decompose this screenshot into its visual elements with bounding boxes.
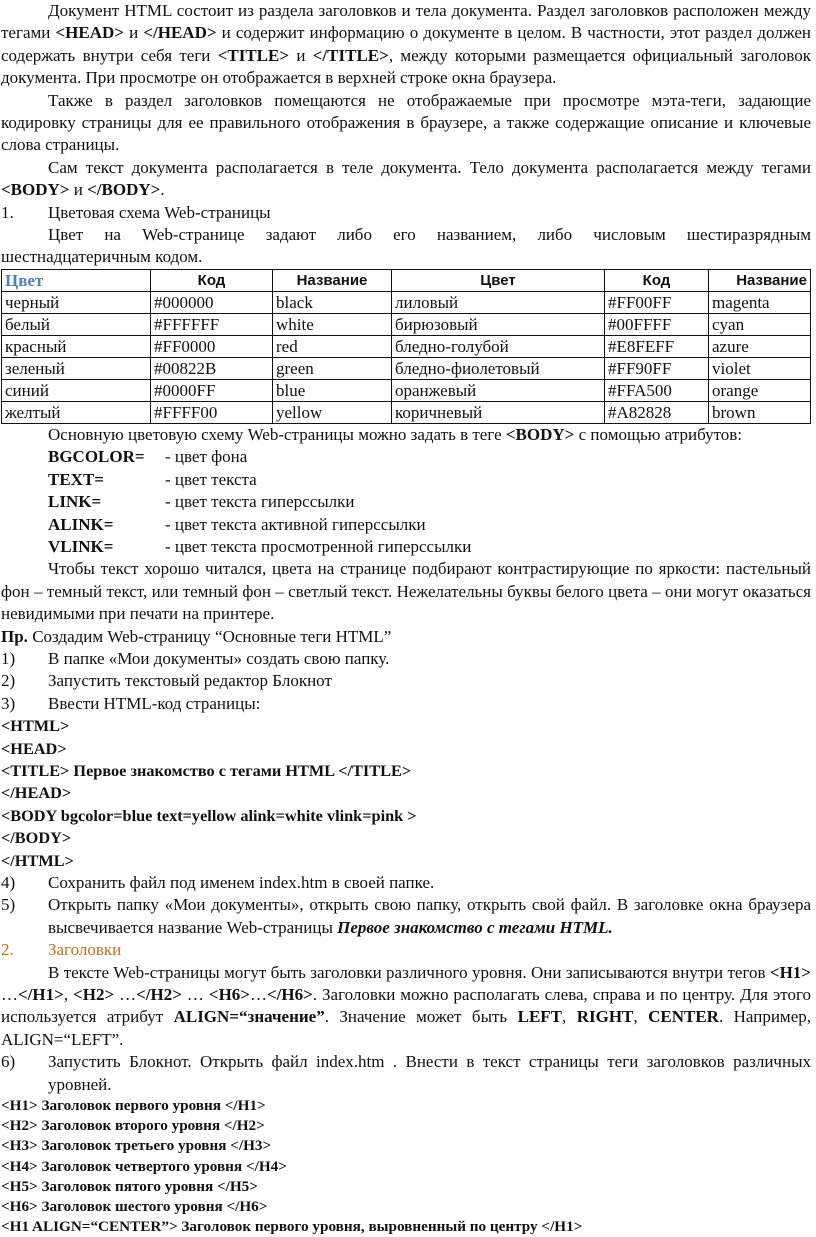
cell: cyan bbox=[709, 313, 811, 335]
cell: #00822B bbox=[151, 357, 273, 379]
value: LEFT bbox=[517, 1007, 563, 1027]
example-label: Пр. bbox=[1, 626, 28, 646]
headings-code-block bbox=[1, 1096, 811, 1237]
code-line: <H5> Заголовок пятого уровня </H5> bbox=[1, 1177, 258, 1195]
tag-head-close: </HEAD> bbox=[143, 23, 217, 43]
attribute-item bbox=[1, 469, 811, 491]
attribute-name: VLINK= bbox=[48, 536, 114, 556]
cell: blue bbox=[273, 379, 392, 401]
section-title: Цветовая схема Web-страницы bbox=[48, 202, 271, 222]
tag: <H2> bbox=[73, 985, 115, 1005]
text: Открыть папку «Мои документы», открыть свою папку, открыть свой файл. В заголовке окна браузера высвечивается название Web-страницы bbox=[48, 895, 811, 937]
header-cell: Код bbox=[605, 269, 709, 291]
cell: yellow bbox=[273, 401, 392, 423]
cell: бледно-голубой bbox=[392, 335, 605, 357]
cell: #0000FF bbox=[151, 379, 273, 401]
code-line: <HTML> bbox=[1, 716, 70, 736]
code-line: <H1 ALIGN=“CENTER”> Заголовок первого уровня, выровненный по центру </H1> bbox=[1, 1218, 583, 1236]
text: , bbox=[63, 985, 74, 1005]
header-cell: Цвет bbox=[2, 269, 151, 291]
step-item bbox=[1, 1051, 811, 1096]
section-number: 2. bbox=[1, 940, 14, 960]
tag-body-close: </BODY> bbox=[87, 180, 161, 200]
step-item bbox=[1, 670, 811, 692]
tag: </H1> bbox=[18, 985, 64, 1005]
section-1-heading bbox=[1, 202, 811, 224]
step-text: Запустить текстовый редактор Блокнот bbox=[48, 671, 332, 691]
value: CENTER bbox=[648, 1007, 719, 1027]
cell: green bbox=[273, 357, 392, 379]
text: Документ HTML состоит из раздела заголовков и тела документа. Раздел заголовков расположен между тегами bbox=[1, 1, 811, 43]
cell: white bbox=[273, 313, 392, 335]
step-number: 1) bbox=[1, 648, 16, 668]
cell: #A82828 bbox=[605, 401, 709, 423]
attribute-item bbox=[1, 491, 811, 513]
attribute-desc: - цвет текста активной гиперссылки bbox=[165, 514, 426, 534]
table-row bbox=[2, 401, 811, 423]
text: . Заголовки можно располагать слева, справа и по центру. Для этого используется атрибут bbox=[1, 985, 811, 1027]
cell: #FF00FF bbox=[605, 291, 709, 313]
table-row bbox=[2, 313, 811, 335]
step-number: 4) bbox=[1, 873, 16, 892]
attribute-desc: - цвет текста просмотренной гиперссылки bbox=[165, 536, 472, 556]
tag-head-open: <HEAD> bbox=[55, 23, 124, 43]
cell: #000000 bbox=[151, 291, 273, 313]
cell: black bbox=[273, 291, 392, 313]
step-item bbox=[1, 872, 811, 894]
tag-body: <BODY> bbox=[505, 424, 575, 444]
cell: #FF0000 bbox=[151, 335, 273, 357]
step-text: Ввести HTML-код страницы: bbox=[48, 693, 261, 713]
text: … bbox=[181, 985, 209, 1005]
section-title: Заголовки bbox=[48, 940, 122, 960]
cell: лиловый bbox=[392, 291, 605, 313]
text: . Значение может быть bbox=[324, 1007, 518, 1027]
cell: #FFA500 bbox=[605, 379, 709, 401]
code-line: <H2> Заголовок второго уровня </H2> bbox=[1, 1117, 265, 1135]
value: RIGHT bbox=[576, 1007, 634, 1027]
tag-body-open: <BODY> bbox=[1, 180, 70, 200]
step-item bbox=[1, 648, 811, 670]
text: и bbox=[123, 23, 144, 43]
step-number: 5) bbox=[1, 895, 16, 915]
cell: #FFFFFF bbox=[151, 313, 273, 335]
cell: синий bbox=[2, 379, 151, 401]
attribute-item bbox=[1, 536, 811, 558]
section-2-paragraph bbox=[1, 962, 811, 1052]
attribute-item bbox=[1, 514, 811, 536]
tag-title-open: <TITLE> bbox=[217, 45, 290, 65]
code-line: <TITLE> Первое знакомство с тегами HTML </TITLE> bbox=[1, 760, 412, 780]
cell: violet bbox=[709, 357, 811, 379]
page-title-emphasis: Первое знакомство с тегами HTML. bbox=[337, 917, 613, 937]
header-cell: Код bbox=[151, 269, 273, 291]
text: и содержит информацию о документе в целом. В частности, этот раздел должен содержать внутри себя теги bbox=[1, 23, 811, 65]
cell: черный bbox=[2, 291, 151, 313]
attribute-name: BGCOLOR= bbox=[48, 447, 145, 467]
section-number: 1. bbox=[1, 202, 14, 222]
attribute-name: ALINK= bbox=[48, 514, 114, 534]
text: , между которыми размещается официальный заголовок документа. При просмотре он отображается в верхней строке окна браузера. bbox=[1, 45, 811, 88]
cell: бирюзовый bbox=[392, 313, 605, 335]
text: , bbox=[562, 1007, 577, 1027]
code-line: </BODY> bbox=[1, 828, 72, 848]
tag: <H1> bbox=[769, 962, 811, 982]
tag: </H2> bbox=[136, 985, 182, 1005]
cell: #00FFFF bbox=[605, 313, 709, 335]
code-line: <H4> Заголовок четвертого уровня </H4> bbox=[1, 1157, 287, 1175]
code-line: <H3> Заголовок третьего уровня </H3> bbox=[1, 1137, 272, 1155]
cell: #E8FEFF bbox=[605, 335, 709, 357]
cell: #FF90FF bbox=[605, 357, 709, 379]
code-line: </HEAD> bbox=[1, 783, 72, 803]
table-row bbox=[2, 379, 811, 401]
text: В тексте Web-страницы могут быть заголовки различного уровня. Они записываются внутри тегов bbox=[48, 962, 770, 982]
step-number: 2) bbox=[1, 671, 16, 691]
text: . Например, ALIGN=“LEFT”. bbox=[1, 1007, 811, 1049]
step-item bbox=[1, 693, 811, 715]
cell: orange bbox=[709, 379, 811, 401]
cell: magenta bbox=[709, 291, 811, 313]
text: … bbox=[1, 985, 18, 1005]
cell: красный bbox=[2, 335, 151, 357]
header-cell: Цвет bbox=[392, 269, 605, 291]
header-cell: Название bbox=[709, 269, 811, 291]
cell: бледно-фиолетовый bbox=[392, 357, 605, 379]
text: … bbox=[250, 985, 267, 1005]
attribute: ALIGN=“значение” bbox=[173, 1007, 325, 1027]
intro-paragraph-1 bbox=[1, 0, 811, 90]
tag-title-close: </TITLE> bbox=[312, 45, 389, 65]
header-cell: Название bbox=[273, 269, 392, 291]
step-number: 6) bbox=[1, 1052, 16, 1072]
cell: azure bbox=[709, 335, 811, 357]
tag: </H6> bbox=[267, 985, 313, 1005]
html-code-block bbox=[1, 715, 811, 872]
example-title bbox=[1, 626, 811, 648]
text: с помощью атрибутов: bbox=[574, 424, 743, 444]
table-header-row bbox=[2, 269, 811, 291]
step-text: Запустить Блокнот. Открыть файл index.htm . Внести в текст страницы теги заголовков различных уровней. bbox=[48, 1052, 811, 1094]
table-row bbox=[2, 335, 811, 357]
step-item bbox=[1, 894, 811, 939]
text: . bbox=[160, 180, 165, 200]
step-text bbox=[48, 894, 811, 939]
cell: оранжевый bbox=[392, 379, 605, 401]
cell: red bbox=[273, 335, 392, 357]
attribute-desc: - цвет текста гиперссылки bbox=[165, 492, 355, 512]
cell: зеленый bbox=[2, 357, 151, 379]
code-line: <HEAD> bbox=[1, 738, 67, 758]
table-row bbox=[2, 357, 811, 379]
code-line: <H1> Заголовок первого уровня </H1> bbox=[1, 1097, 266, 1115]
cell: #FFFF00 bbox=[151, 401, 273, 423]
contrast-advice-paragraph: Чтобы текст хорошо читался, цвета на странице подбирают контрастирующие по яркости: пастельный фон – темный текст, или темный фон – светлый текст. Нежелательны буквы белого цвета – они могут оказаться невидимыми при печати на принтере. bbox=[1, 559, 811, 624]
cell: коричневый bbox=[392, 401, 605, 423]
text: , bbox=[633, 1007, 649, 1027]
cell: белый bbox=[2, 313, 151, 335]
step-number: 3) bbox=[1, 693, 16, 713]
text: … bbox=[114, 985, 137, 1005]
attribute-item bbox=[1, 446, 811, 468]
section-2-heading bbox=[1, 939, 811, 961]
attribute-name: LINK= bbox=[48, 492, 102, 512]
text: и bbox=[289, 45, 313, 65]
attribute-name: TEXT= bbox=[48, 469, 104, 489]
code-line: </HTML> bbox=[1, 850, 74, 870]
step-text: Сохранить файл под именем index.htm в своей папке. bbox=[48, 873, 435, 892]
section-1-paragraph: Цвет на Web-странице задают либо его названием, либо числовым шестиразрядным шестнадцатеричным кодом. bbox=[1, 225, 811, 267]
tag: <H6> bbox=[208, 985, 250, 1005]
intro-paragraph-3 bbox=[1, 157, 811, 202]
code-line: <H6> Заголовок шестого уровня </H6> bbox=[1, 1198, 268, 1216]
text: и bbox=[69, 180, 88, 200]
attribute-desc: - цвет текста bbox=[165, 469, 257, 489]
text: Сам текст документа располагается в теле документа. Тело документа располагается между тегами bbox=[48, 157, 811, 177]
cell: желтый bbox=[2, 401, 151, 423]
text: Создадим Web-страницу “Основные теги HTML” bbox=[27, 626, 392, 646]
cell: brown bbox=[709, 401, 811, 423]
intro-paragraph-2: Также в раздел заголовков помещаются не отображаемые при просмотре мэта-теги, задающие кодировку страницы для ее правильного отображения в браузере, а также содержащие описание и ключевые слова страницы. bbox=[1, 90, 811, 155]
color-table bbox=[1, 269, 811, 424]
text: Основную цветовую схему Web-страницы можно задать в теге bbox=[48, 424, 506, 444]
table-row bbox=[2, 291, 811, 313]
attribute-desc: - цвет фона bbox=[165, 447, 248, 467]
attributes-intro bbox=[1, 424, 811, 446]
step-text: В папке «Мои документы» создать свою папку. bbox=[48, 648, 390, 668]
code-line: <BODY bgcolor=blue text=yellow alink=white vlink=pink > bbox=[1, 805, 417, 825]
